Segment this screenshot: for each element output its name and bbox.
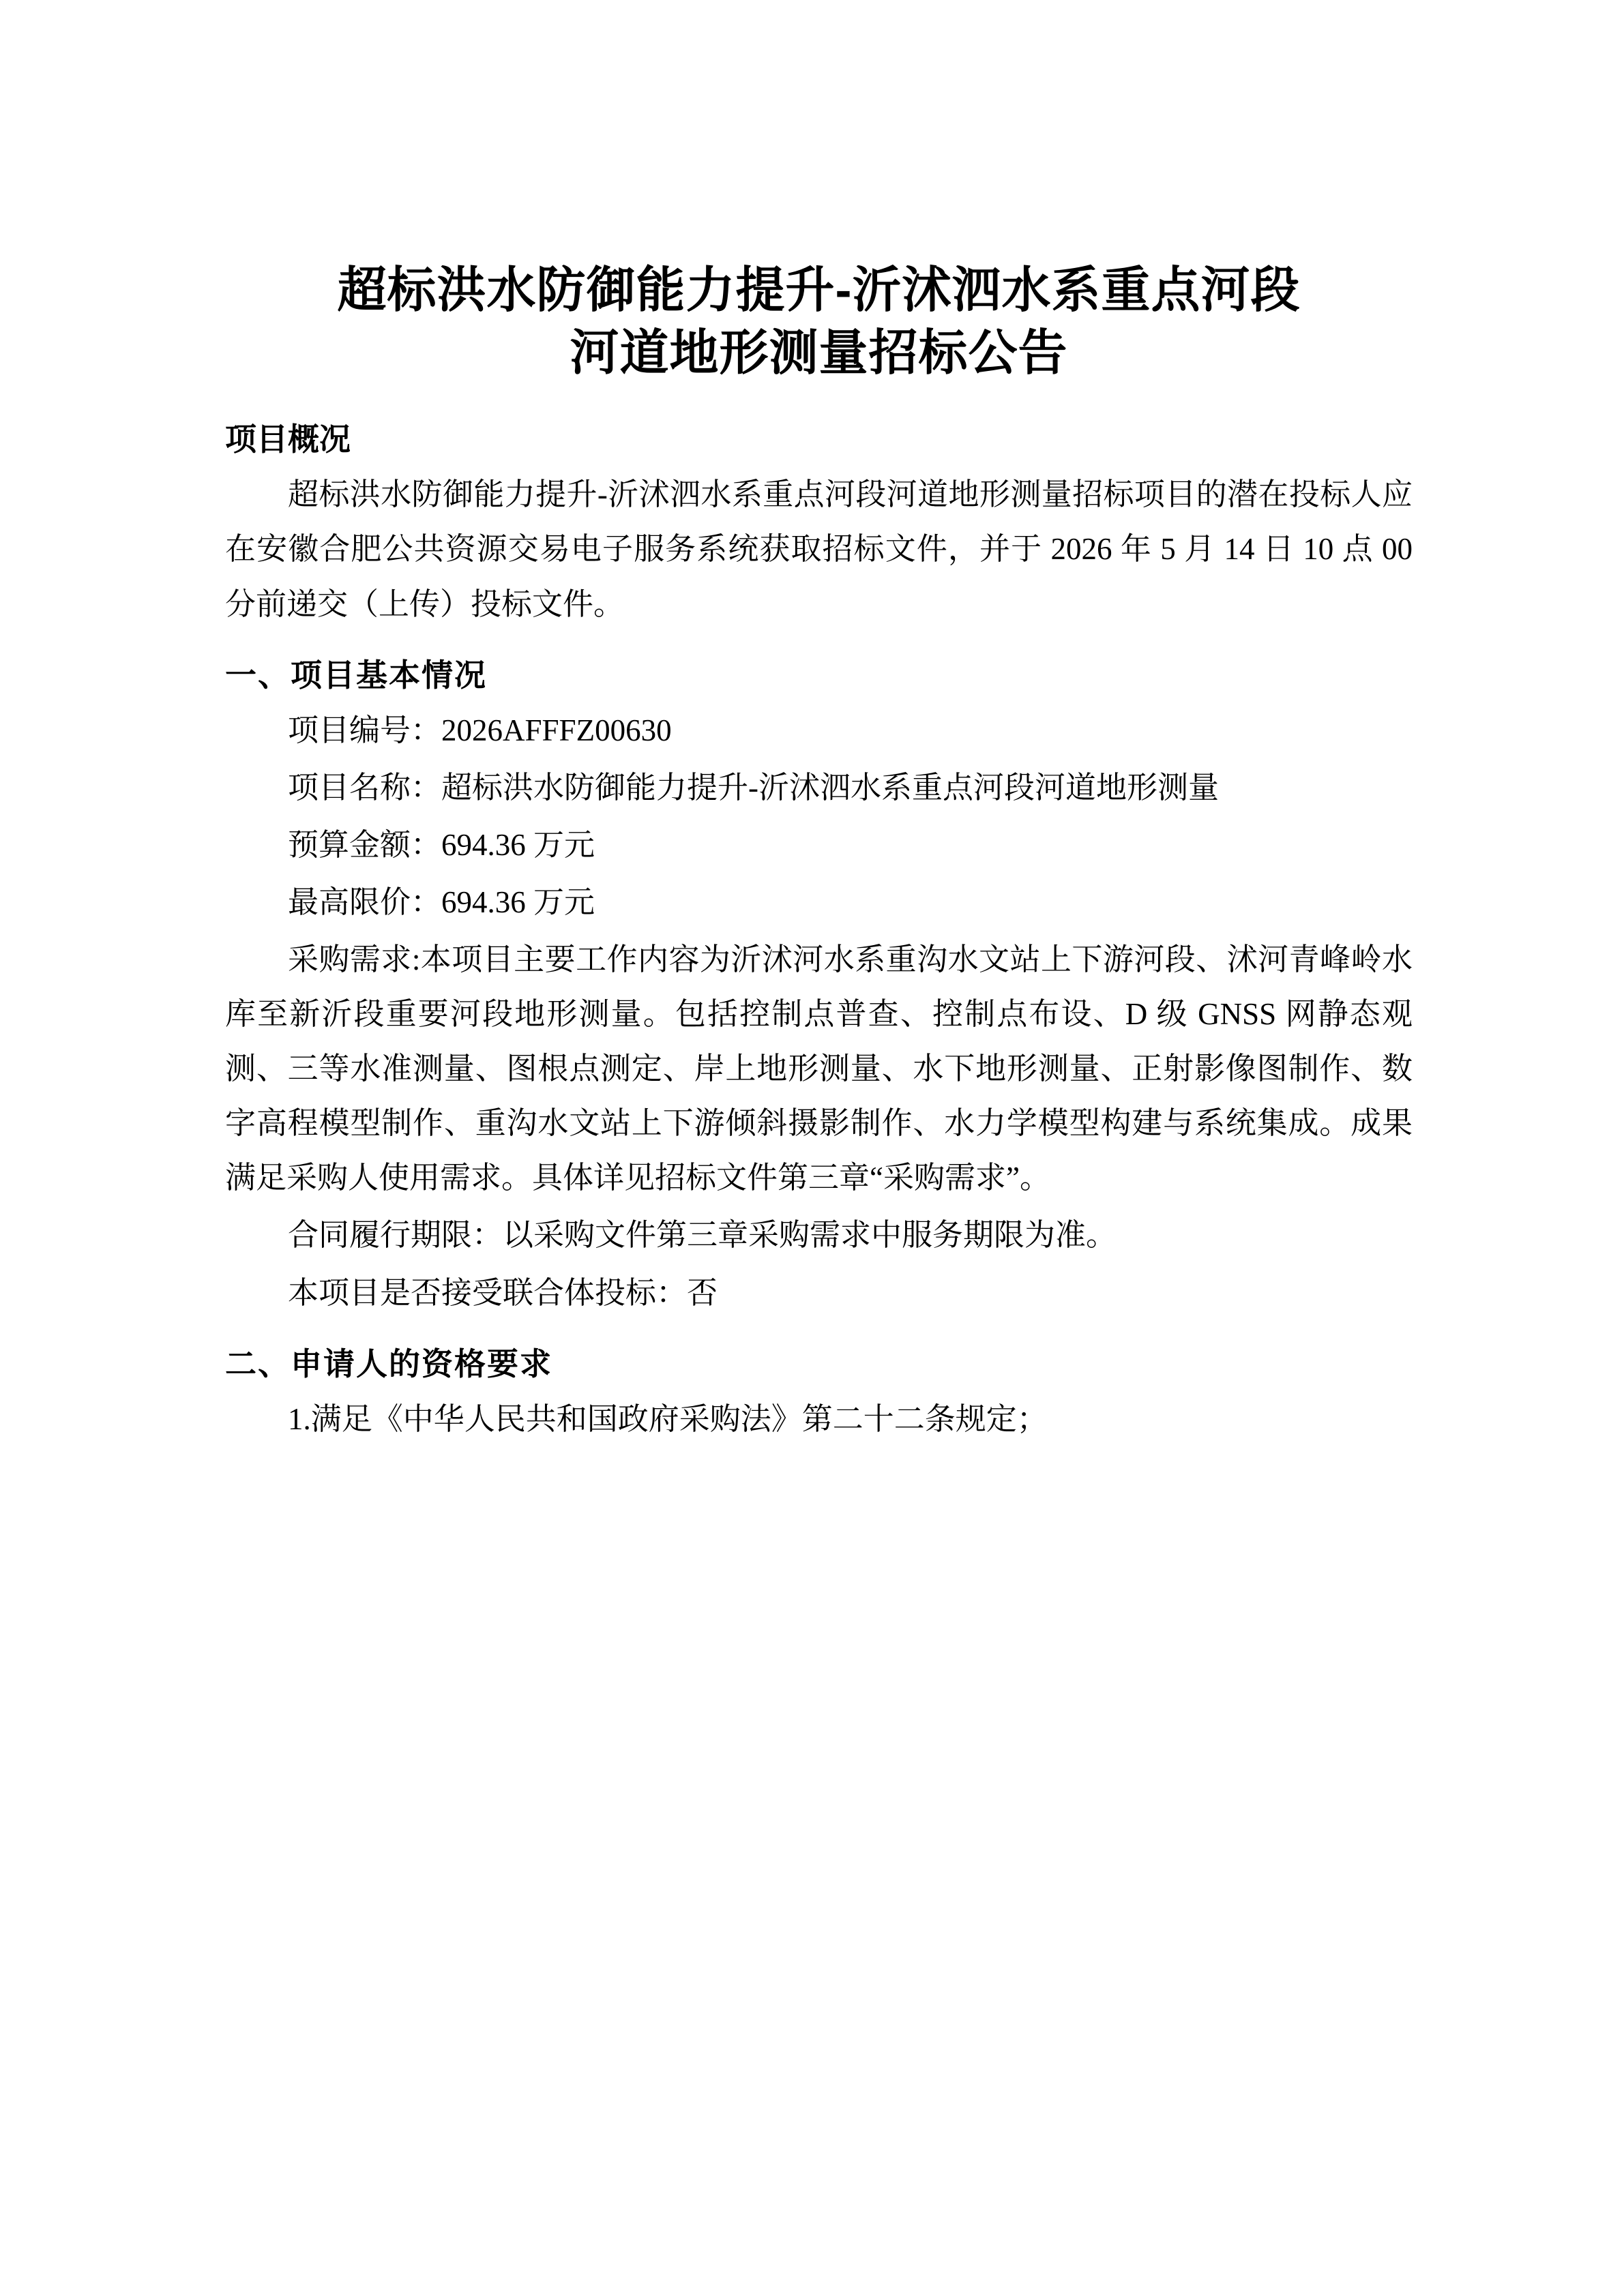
field-project-number: 项目编号：2026AFFFZ00630 bbox=[288, 713, 672, 747]
section-heading-two: 二、申请人的资格要求 bbox=[225, 1345, 552, 1382]
field-project-name: 项目名称：超标洪水防御能力提升-沂沭泗水系重点河段河道地形测量 bbox=[288, 770, 1219, 805]
section-heading-one: 一、项目基本情况 bbox=[225, 657, 487, 693]
page-title-line-2: 河道地形测量招标公告 bbox=[570, 326, 1068, 381]
page-title bbox=[225, 259, 1413, 385]
qualification-item-1: 1.满足《中华人民共和国政府采购法》第二十二条规定； bbox=[288, 1401, 1048, 1436]
field-budget-amount: 预算金额：694.36 万元 bbox=[288, 827, 595, 862]
section-heading-overview: 项目概况 bbox=[225, 421, 351, 458]
field-procurement-requirement: 采购需求:本项目主要工作内容为沂沭河水系重沟水文站上下游河段、沭河青峰岭水库至新沂段重要河段地形测量。包括控制点普查、控制点布设、D 级 GNSS 网静态观测、三等水准测量、图根点测定、岸上地形测量、水下地形测量、正射影像图制作、数字高程模型制作、重沟水文站上下游倾斜摄影制作、水力学模型构建与系统集成。成果满足采购人使用需求。具体详见招标文件第三章“采购需求”。 bbox=[225, 942, 1413, 1195]
page-title-line-1: 超标洪水防御能力提升-沂沭泗水系重点河段 bbox=[337, 263, 1301, 318]
field-max-price: 最高限价：694.36 万元 bbox=[288, 884, 595, 919]
field-contract-period: 合同履行期限：以采购文件第三章采购需求中服务期限为准。 bbox=[288, 1218, 1117, 1253]
paragraph-overview: 超标洪水防御能力提升-沂沭泗水系重点河段河道地形测量招标项目的潜在投标人应在安徽合肥公共资源交易电子服务系统获取招标文件，并于 2026 年 5 月 14 日 10 点 00 分前递交（上传）投标文件。 bbox=[225, 477, 1413, 621]
field-consortium: 本项目是否接受联合体投标：否 bbox=[288, 1275, 718, 1310]
